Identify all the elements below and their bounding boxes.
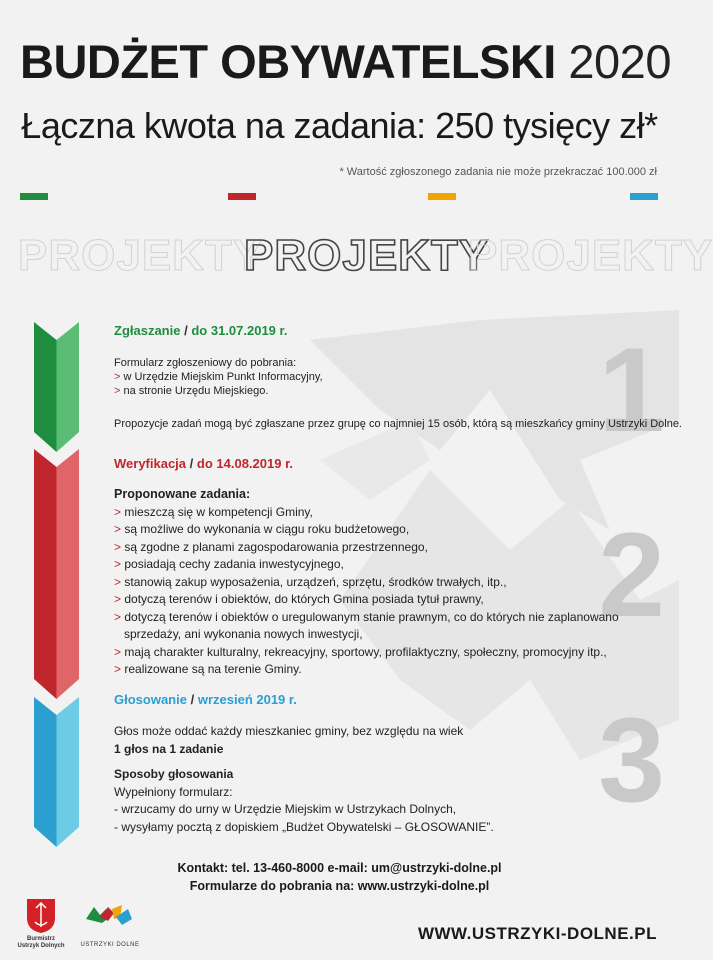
website-link[interactable]: WWW.USTRZYKI-DOLNE.PL bbox=[417, 924, 657, 943]
town-logo-icon bbox=[86, 903, 132, 927]
title-main: BUDŻET OBYWATELSKI bbox=[20, 35, 556, 88]
step-number-3: 3 bbox=[598, 693, 665, 827]
orange-dash bbox=[428, 193, 456, 200]
step2-item-1: > mieszczą się w kompetencji Gminy, bbox=[114, 504, 313, 519]
step2-item-4: > posiadają cechy zadania inwestycyjnego, bbox=[114, 557, 344, 571]
step1-heading bbox=[114, 323, 287, 338]
step1-body bbox=[114, 356, 323, 398]
step3-heading bbox=[114, 692, 297, 707]
crest-label: Burmistrz Ustrzyk Dolnych bbox=[17, 936, 65, 949]
step1-date: do 31.07.2019 r. bbox=[191, 323, 288, 338]
step2-list bbox=[114, 486, 619, 679]
step1-note: Propozycje zadań mogą być zgłaszane przez grupę co najmniej 15 osób, którą są mieszkańcy gminy Ustrzyki Dolne. bbox=[114, 418, 682, 430]
contact-line-2: Formularze do pobrania na: www.ustrzyki-dolne.pl bbox=[189, 879, 490, 893]
step2-item-6: > dotyczą terenów i obiektów, do których Gmina posiada tytuł prawny, bbox=[114, 592, 484, 606]
step-number-1: 1 bbox=[598, 323, 665, 457]
step1-sep: / bbox=[184, 323, 188, 338]
step2-item-9: > realizowane są na terenie Gminy. bbox=[114, 662, 302, 676]
step3-line-1: Głos może oddać każdy mieszkaniec gminy, bez względu na wiek bbox=[114, 724, 464, 738]
step2-name: Weryfikacja bbox=[114, 456, 187, 471]
step3-name: Głosowanie bbox=[114, 692, 187, 707]
title-year: 2020 bbox=[568, 35, 671, 88]
crest-icon bbox=[26, 898, 56, 934]
step2-item-5: > stanowią zakup wyposażenia, urządzeń, sprzętu, środków trwałych, itp., bbox=[114, 574, 507, 589]
red-dash bbox=[228, 193, 256, 200]
page-title bbox=[20, 35, 671, 88]
arrow-blue bbox=[34, 697, 79, 847]
step1-line-1: Formularz zgłoszeniowy do pobrania: bbox=[114, 357, 297, 369]
step1-name: Zgłaszanie bbox=[114, 323, 181, 338]
contact-line-1: Kontakt: tel. 13-460-8000 e-mail: um@ustrzyki-dolne.pl bbox=[177, 861, 502, 875]
step1-line-2: > w Urzędzie Miejskim Punkt Informacyjny, bbox=[114, 371, 323, 383]
green-dash bbox=[20, 193, 48, 200]
projekty-center: PROJEKTY bbox=[244, 231, 490, 280]
blue-dash bbox=[630, 193, 658, 200]
arrow-red bbox=[34, 449, 79, 699]
step2-heading bbox=[114, 456, 293, 471]
step2-date: do 14.08.2019 r. bbox=[196, 456, 294, 471]
step2-item-7: > dotyczą terenów i obiektów o uregulowanym stanie prawnym, co do których nie zaplanowano bbox=[114, 609, 619, 624]
step3-sep: / bbox=[190, 692, 195, 707]
step2-item-2: > są możliwe do wykonania w ciągu roku budżetowego, bbox=[114, 522, 410, 536]
footnote: * Wartość zgłoszonego zadania nie może przekraczać 100.000 zł bbox=[339, 166, 657, 178]
step2-item-8: > mają charakter kulturalny, rekreacyjny, sportowy, profilaktyczny, społeczny, promocyjny itp., bbox=[114, 644, 607, 659]
step3-method-2: - wysyłamy pocztą z dopiskiem „Budżet Obywatelski – GŁOSOWANIE”. bbox=[114, 819, 494, 834]
town-logo-label: USTRZYKI DOLNE bbox=[80, 942, 140, 948]
projekty-right: PROJEKTY bbox=[468, 231, 713, 280]
step2-sep: / bbox=[189, 456, 194, 471]
step3-method-1: - wrzucamy do urny w Urzędzie Miejskim w Ustrzykach Dolnych, bbox=[114, 802, 457, 816]
step2-list-title: Proponowane zadania: bbox=[114, 487, 251, 501]
step1-line-3: > na stronie Urzędu Miejskiego. bbox=[114, 385, 269, 397]
step3-methods-sub: Wypełniony formularz: bbox=[114, 784, 233, 799]
step3-line-2: 1 głos na 1 zadanie bbox=[114, 741, 224, 756]
step-number-2: 2 bbox=[598, 508, 665, 642]
arrow-green bbox=[34, 322, 79, 452]
step3-methods-title: Sposoby głosowania bbox=[114, 767, 234, 781]
step3-body bbox=[114, 723, 463, 758]
step3-methods bbox=[114, 766, 494, 836]
step2-item-3: > są zgodne z planami zagospodarowania przestrzennego, bbox=[114, 539, 428, 554]
step2-item-7-cont: sprzedaży, ani wykonania nowych inwestycji, bbox=[124, 627, 363, 641]
contact-block bbox=[0, 859, 679, 895]
projekty-left: PROJEKTY bbox=[18, 231, 264, 280]
step3-date: wrzesień 2019 r. bbox=[197, 692, 297, 707]
subtitle: Łączna kwota na zadania: 250 tysięcy zł* bbox=[21, 105, 658, 146]
